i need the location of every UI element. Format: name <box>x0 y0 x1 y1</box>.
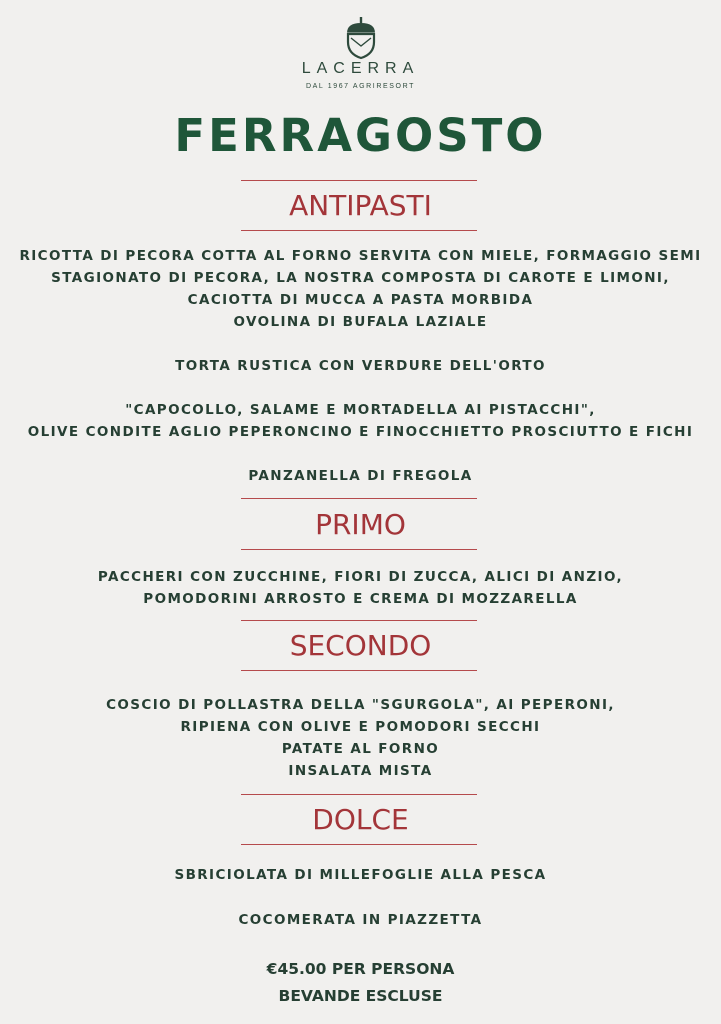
menu-line: OLIVE CONDITE AGLIO PEPERONCINO E FINOCCHIETTO PROSCIUTTO E FICHI <box>27 424 694 440</box>
menu-line: RIPIENA CON OLIVE E POMODORI SECCHI <box>180 719 541 735</box>
menu-line: SBRICIOLATA DI MILLEFOGLIE ALLA PESCA <box>174 867 547 883</box>
menu-line: STAGIONATO DI PECORA, LA NOSTRA COMPOSTA DI CAROTE E LIMONI, <box>51 270 670 286</box>
menu-line: PACCHERI CON ZUCCHINE, FIORI DI ZUCCA, ALICI DI ANZIO, <box>97 569 624 585</box>
price-note: BEVANDE ESCLUSE <box>278 987 443 1005</box>
section-heading-dolce: DOLCE <box>312 803 409 836</box>
section-divider <box>241 230 477 231</box>
menu-line: INSALATA MISTA <box>288 763 433 779</box>
section-divider <box>241 180 477 181</box>
menu-line: RICOTTA DI PECORA COTTA AL FORNO SERVITA CON MIELE, FORMAGGIO SEMI <box>19 248 702 264</box>
section-heading-primo: PRIMO <box>315 508 406 541</box>
section-divider <box>241 620 477 621</box>
menu-line: PANZANELLA DI FREGOLA <box>248 468 473 484</box>
section-divider <box>241 549 477 550</box>
menu-line: PATATE AL FORNO <box>281 741 440 757</box>
price-amount: €45.00 PER PERSONA <box>266 960 455 978</box>
menu-line: "CAPOCOLLO, SALAME E MORTADELLA AI PISTACCHI", <box>125 402 596 418</box>
section-divider <box>241 670 477 671</box>
menu-line: CACIOTTA DI MUCCA A PASTA MORBIDA <box>187 292 534 308</box>
section-divider <box>241 794 477 795</box>
menu-line: POMODORINI ARROSTO E CREMA DI MOZZARELLA <box>143 591 578 607</box>
menu-line: OVOLINA DI BUFALA LAZIALE <box>233 314 488 330</box>
brand-tagline: DAL 1967 AGRIRESORT <box>306 83 415 90</box>
section-heading-secondo: SECONDO <box>289 629 432 662</box>
menu-line: TORTA RUSTICA CON VERDURE DELL'ORTO <box>175 358 546 374</box>
menu-line: COSCIO DI POLLASTRA DELLA "SGURGOLA", AI PEPERONI, <box>106 697 615 713</box>
menu-line: COCOMERATA IN PIAZZETTA <box>238 912 483 928</box>
page-title: FERRAGOSTO <box>174 109 547 162</box>
section-heading-antipasti: ANTIPASTI <box>289 189 432 222</box>
section-divider <box>241 844 477 845</box>
section-divider <box>241 498 477 499</box>
acorn-icon <box>344 16 378 60</box>
brand-name: LACERRA <box>301 60 420 77</box>
